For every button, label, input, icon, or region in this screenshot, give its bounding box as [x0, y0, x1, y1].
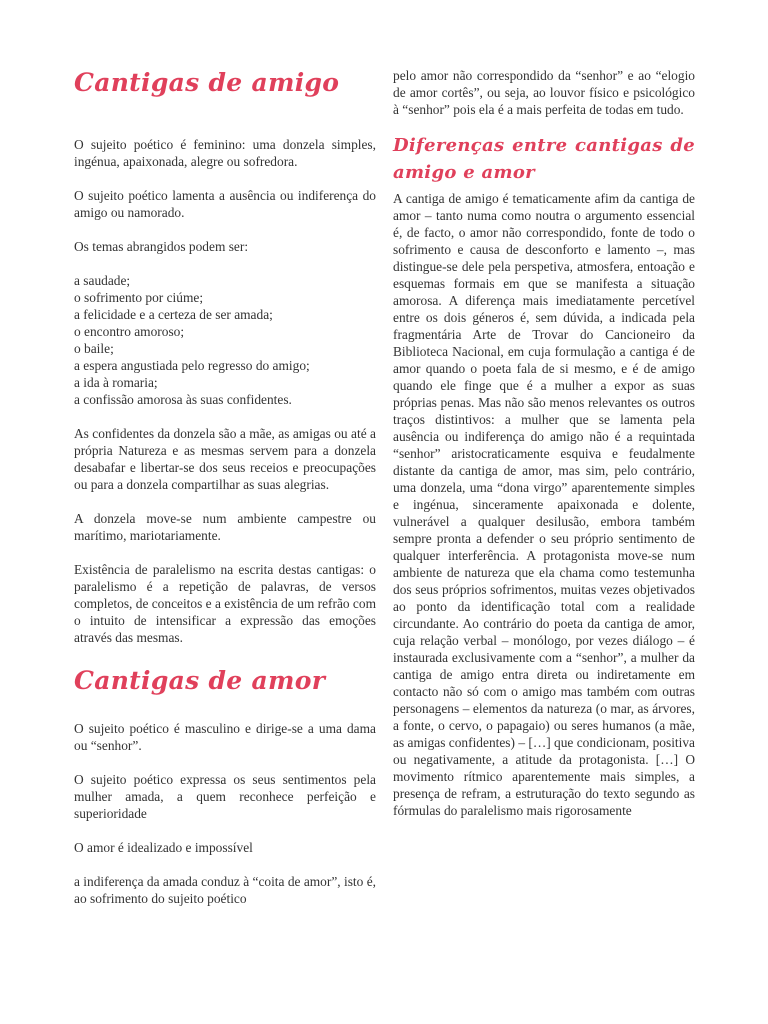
heading-diferencas-line-1: Diferenças entre cantigas de: [393, 135, 695, 156]
amigo-paragraph-1: O sujeito poético é feminino: uma donzela simples, ingénua, apaixonada, alegre ou sofredora.: [74, 137, 376, 169]
amor-paragraph-1: O sujeito poético é masculino e dirige-se a uma dama ou “senhor”.: [74, 721, 376, 753]
amigo-paragraph-2: O sujeito poético lamenta a ausência ou indiferença do amigo ou namorado.: [74, 188, 376, 220]
list-item: o sofrimento por ciúme;: [74, 290, 204, 305]
amigo-paragraph-3: Os temas abrangidos podem ser:: [74, 239, 249, 254]
heading-diferencas-line-2: amigo e amor: [393, 162, 535, 183]
amigo-paragraph-6: Existência de paralelismo na escrita destas cantigas: o paralelismo é a repetição de palavras, de versos completos, de conceitos e a existência de um refrão com o intuito de intensificar a expressão das emoções através das mesmas.: [74, 562, 376, 645]
list-item: a confissão amorosa às suas confidentes.: [74, 392, 292, 407]
continuation-paragraph: pelo amor não correspondido da “senhor” e ao “elogio de amor cortês”, ou seja, ao louvor físico e psicológico à “senhor” pois ela é a mais perfeita de todas em tudo.: [393, 68, 695, 117]
list-item: a espera angustiada pelo regresso do amigo;: [74, 358, 310, 373]
differences-paragraph: A cantiga de amigo é tematicamente afim da cantiga de amor – tanto numa como noutra o argumento essencial é, de facto, o amor não correspondido, fonte de todo o sofrimento e causa de desconforto e lamento –, mas distingue-se dele pela perspetiva, atmosfera, entoação e esquemas formais em que se manifesta a situação amorosa. A diferença mais imediatamente percetível entre os dois géneros é, sem dúvida, a indicada pela fragmentária Arte de Trovar do Cancioneiro da Biblioteca Nacional, em cuja formulação a cantiga é de amor quando o poeta fala de si mesmo, e é de amigo quando ele finge que é a mulher a expor as suas próprias penas. Mas não são menos relevantes os outros traços distintivos: a mulher que se lamenta pela ausência ou indiferença do amigo não é a requintada “senhor” aristocraticamente esquiva e feudalmente distante da cantiga de amor, mas sim, pelo contrário, uma donzela, uma “dona virgo” aparentemente simples e ingénua, sinceramente apaixonada e dolente, vulnerável a qualquer desilusão, embora também sempre pronta a defender o seu próprio sentimento de qualquer interferência. A protagonista move-se num ambiente de natureza que ela chama como testemunha dos seus próprios sofrimentos, muitas vezes objetivados ao ponto da identificação total com a realidade circundante. Ao contrário do poeta da cantiga de amor, cuja relação verbal – monólogo, por vezes diálogo – é instaurada exclusivamente com a “senhor”, a mulher da cantiga de amigo entra direta ou indiretamente em contacto não só com o amigo mas também com outras personagens – elementos da natureza (o mar, as árvores, a fonte, o cervo, o papagaio) ou seres humanos (a mãe, as amigas confidentes) – […] que condicionam, positiva ou negativamente, a atitude da protagonista. […] O movimento rítmico aparentemente mais simples, a presença de refram, a estruturação do texto segundo as fórmulas do paralelismo mais rigorosamente: [393, 191, 695, 818]
heading-cantigas-de-amor: Cantigas de amor: [74, 666, 326, 695]
list-item: a felicidade e a certeza de ser amada;: [74, 307, 273, 322]
list-item: a ida à romaria;: [74, 375, 158, 390]
left-column: [74, 0, 376, 907]
list-item: a saudade;: [74, 273, 131, 288]
list-item: o encontro amoroso;: [74, 324, 185, 339]
amigo-paragraph-5: A donzela move-se num ambiente campestre ou marítimo, mariotariamente.: [74, 511, 376, 543]
heading-cantigas-de-amigo: Cantigas de amigo: [74, 68, 340, 97]
amor-paragraph-2: O sujeito poético expressa os seus sentimentos pela mulher amada, a quem reconhece perfeição e superioridade: [74, 772, 376, 821]
amor-paragraph-3: O amor é idealizado e impossível: [74, 840, 253, 855]
amor-paragraph-4: a indiferença da amada conduz à “coita de amor”, isto é, ao sofrimento do sujeito poético: [74, 874, 376, 906]
topics-list: [74, 272, 376, 408]
list-item: o baile;: [74, 341, 114, 356]
amigo-paragraph-4: As confidentes da donzela são a mãe, as amigas ou até a própria Natureza e as mesmas servem para a donzela desabafar e libertar-se dos seus receios e preocupações ou para a donzela compartilhar as suas alegrias.: [74, 426, 376, 492]
right-column: [393, 0, 695, 819]
